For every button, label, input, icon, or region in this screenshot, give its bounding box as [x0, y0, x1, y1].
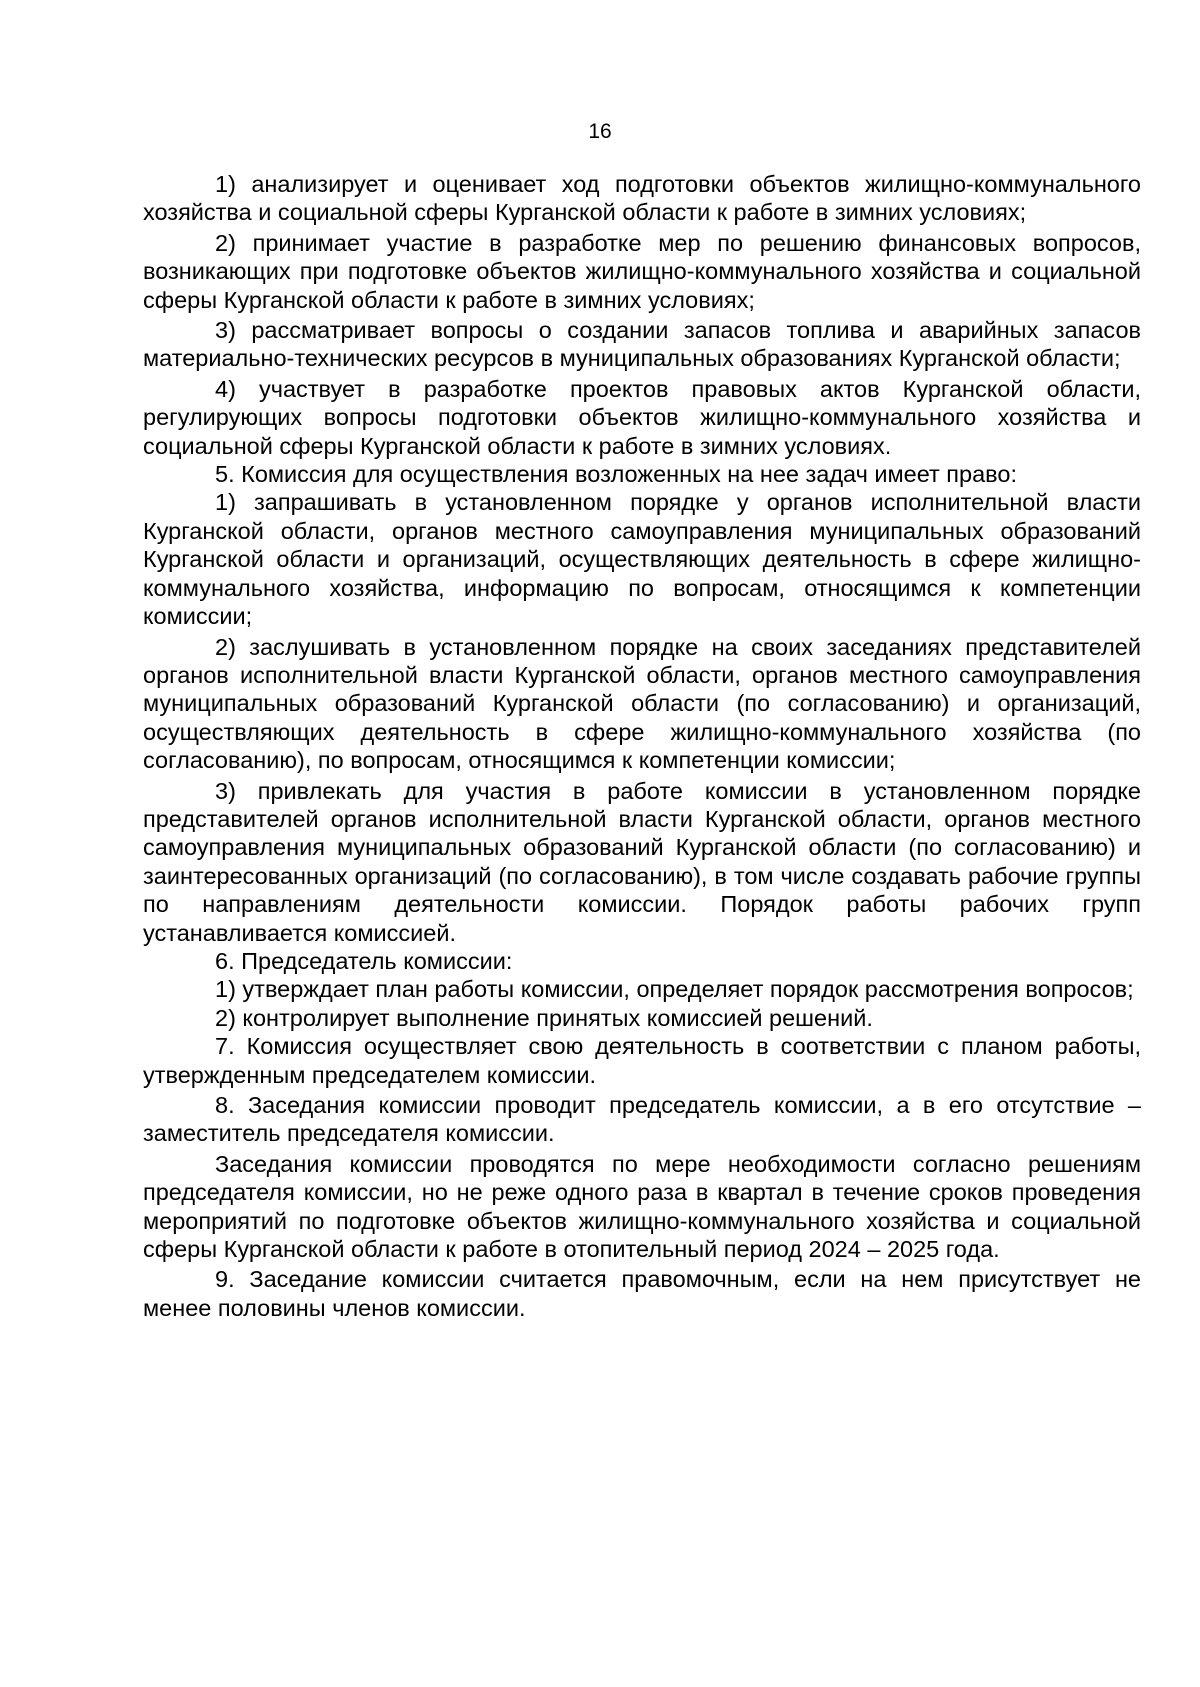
document-body	[143, 170, 1141, 1322]
page-number: 16	[588, 120, 612, 143]
paragraph-4-2-financial-measures: 2) принимает участие в разработке мер по решению финансовых вопросов, возникающих при подготовке объектов жилищно-коммунального хозяйства и социальной сферы Курганской области к работе в зимних условиях;	[143, 229, 1141, 313]
paragraph-6-2-control-decisions: 2) контролирует выполнение принятых комиссией решений.	[215, 1004, 873, 1031]
paragraph-4-1-analysis: 1) анализирует и оценивает ход подготовки объектов жилищно-коммунального хозяйства и социальной сферы Курганской области к работе в зимних условиях;	[143, 171, 1141, 226]
paragraph-8-meetings-chair: 8. Заседания комиссии проводит председатель комиссии, а в его отсутствие – заместитель председателя комиссии.	[143, 1092, 1141, 1147]
paragraph-5-3-involve-representatives: 3) привлекать для участия в работе комиссии в установленном порядке представителей органов исполнительной власти Курганской области, органов местного самоуправления муниципальных образований Курганской области (по согласованию) и заинтересованных организаций (по согласованию), в том числе создавать рабочие группы по направлениям деятельности комиссии. Порядок работы рабочих групп устанавливается комиссией.	[143, 777, 1141, 946]
paragraph-4-3-fuel-reserves: 3) рассматривает вопросы о создании запасов топлива и аварийных запасов материально-технических ресурсов в муниципальных образованиях Курганской области;	[143, 317, 1141, 372]
paragraph-8-meetings-frequency: Заседания комиссии проводятся по мере необходимости согласно решениям председателя комиссии, но не реже одного раза в квартал в течение сроков проведения мероприятий по подготовке объектов жилищно-коммунального хозяйства и социальной сферы Курганской области к работе в отопительный период 2024 – 2025 года.	[143, 1150, 1141, 1263]
paragraph-5-commission-rights: 5. Комиссия для осуществления возложенных на нее задач имеет право:	[215, 461, 1017, 488]
paragraph-4-4-legal-acts: 4) участвует в разработке проектов правовых актов Курганской области, регулирующих вопросы подготовки объектов жилищно-коммунального хозяйства и социальной сферы Курганской области к работе в зимних условиях.	[143, 375, 1141, 459]
paragraph-7-activity-plan: 7. Комиссия осуществляет свою деятельность в соответствии с планом работы, утвержденным председателем комиссии.	[143, 1033, 1141, 1088]
paragraph-6-chairman: 6. Председатель комиссии:	[215, 947, 513, 974]
paragraph-5-2-hear-representatives: 2) заслушивать в установленном порядке на своих заседаниях представителей органов исполнительной власти Курганской области, органов местного самоуправления муниципальных образований Курганской области (по согласованию) и организаций, осуществляющих деятельность в сфере жилищно-коммунального хозяйства (по согласованию), по вопросам, относящимся к компетенции комиссии;	[143, 633, 1141, 774]
paragraph-6-1-approve-plan: 1) утверждает план работы комиссии, определяет порядок рассмотрения вопросов;	[215, 976, 1134, 1003]
paragraph-9-quorum: 9. Заседание комиссии считается правомочным, если на нем присутствует не менее половины членов комиссии.	[143, 1266, 1141, 1321]
paragraph-5-1-request-information: 1) запрашивать в установленном порядке у органов исполнительной власти Курганской области, органов местного самоуправления муниципальных образований Курганской области и организаций, осуществляющих деятельность в сфере жилищно-коммунального хозяйства, информацию по вопросам, относящимся к компетенции комиссии;	[143, 489, 1141, 630]
